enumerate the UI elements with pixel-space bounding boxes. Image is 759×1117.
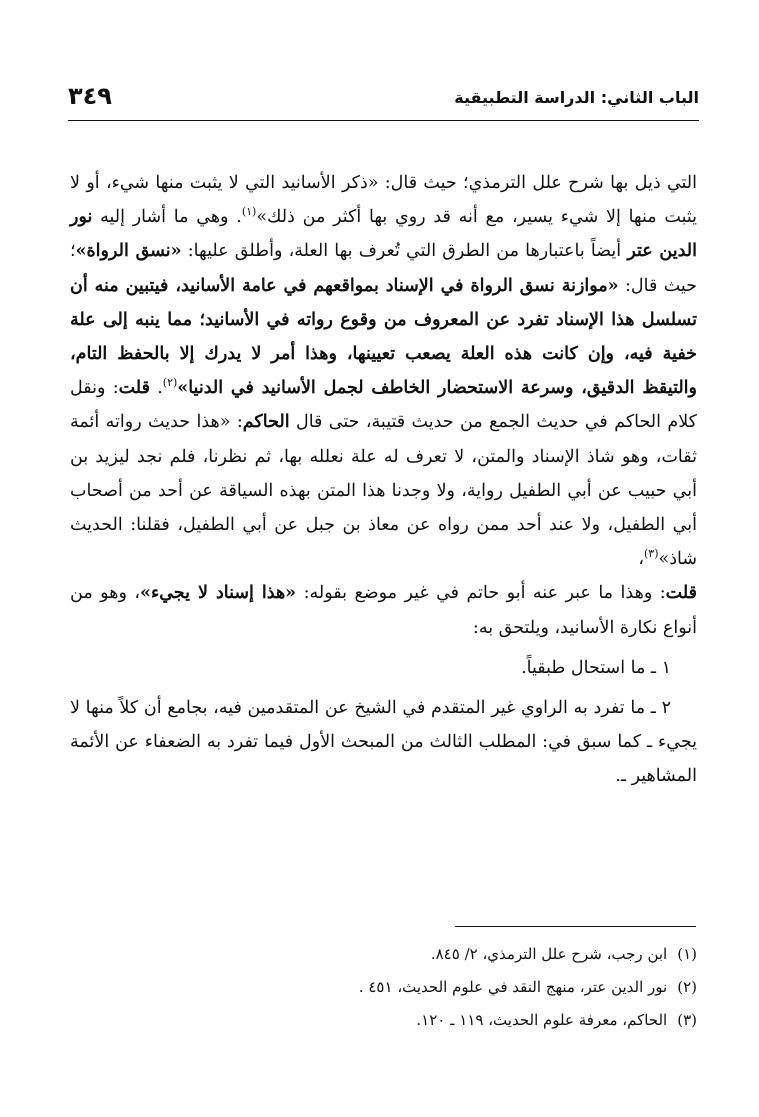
list-item-1: ١ ـ ما استحال طبقياً. (521, 657, 671, 678)
footnote-number: (١) (677, 945, 697, 963)
footnote-number: (٣) (677, 1011, 697, 1029)
text-span: : «هذا حديث رواته أئمة ثقات، وهو شاذ الإسناد والمتن، لا تعرف له علة نعلله بها، ثم نظرنا، فلم نجد ليزيد بن أبي حبيب عن أبي الطفيل رواية، ولا وجدنا هذا المتن بهذه السياقة عن أحد من أصحاب أبي الطفيل، ولا عند أحد ممن رواه عن معاذ بن جبل عن أبي الطفيل، فقلنا: الحديث شاذ» (70, 412, 697, 570)
author-name: نور الدين عتر (70, 207, 697, 262)
running-header (68, 82, 699, 118)
footnote-ref-2[interactable]: (٢) (162, 376, 178, 390)
quotation: «موازنة نسق الرواة في الإسناد بمواقعهم في عامة الأسانيد، فيتبين منه أن تسلسل هذا الإسناد تفرد عن المعروف من وقوع رواته في الأسانيد؛ مما ينبه إلى علة خفية فيه، وإن كانت هذه العلة يصعب تعيينها، وهذا أمر لا يدرك إلا بالحفظ التام، والتيقظ الدقيق، وسرعة الاستحضار الخاطف لجمل الأسانيد في الدنيا» (70, 275, 697, 399)
footnote-number: (٢) (677, 978, 697, 996)
text-span: : وهذا ما عبر عنه أبو حاتم في غير موضع بقوله: (296, 583, 666, 604)
text-span: : ونقل كلام الحاكم في حديث الجمع من حديث قتيبة، حتى قال (70, 378, 697, 433)
qult-label: قلت (665, 583, 697, 604)
footnote-2 (70, 971, 697, 1004)
qult-label: قلت (118, 378, 150, 399)
text-span: ؛ حيث قال: (70, 241, 698, 296)
paragraph-1 (70, 166, 697, 576)
text-span: . (149, 378, 163, 399)
footnote-ref-1[interactable]: (١) (241, 205, 257, 219)
hakim-name: الحاكم (242, 412, 290, 433)
footnote-1 (70, 938, 697, 971)
text-span: ، وهو من أنواع نكارة الأسانيد، ويلتحق به: (70, 583, 697, 638)
footnote-text: نور الدين عتر، منهج النقد في علوم الحديث، ٤٥١ . (358, 978, 668, 996)
list-item-2: ٢ ـ ما تفرد به الراوي غير المتقدم في الشيخ عن المتقدمين فيه، بجامع أن كلاً منها لا يجيء ـ كما سبق في: المطلب الثالث من المبحث الأول فيما تفرد به الضعفاء عن الأئمة المشاهير ـ. (70, 698, 697, 787)
footnote-ref-3[interactable]: (٣) (643, 547, 659, 561)
footnotes (70, 938, 697, 1037)
footnote-text: الحاكم، معرفة علوم الحديث، ١١٩ ـ ١٢٠. (416, 1011, 668, 1029)
term-highlight: «نسق الرواة» (75, 241, 182, 262)
text-span: ، (638, 549, 644, 570)
footnote-text: ابن رجب، شرح علل الترمذي، ٢/ ٨٤٥. (430, 945, 668, 963)
text-span: . وهي ما أشار إليه (92, 207, 242, 228)
text-span: التي ذيل بها شرح علل الترمذي؛ حيث قال: «ذكر الأسانيد التي لا يثبت منها شيء، أو لا يثبت منها إلا شيء يسير، مع أنه قد روي بها أكثر من ذلك» (70, 173, 698, 228)
footnote-divider (455, 926, 696, 927)
paragraph-2 (70, 576, 697, 644)
header-divider (68, 120, 699, 121)
text-span: أيضاً باعتبارها من الطرق التي تُعرف بها العلة، وأطلق عليها: (181, 241, 628, 262)
quotation: «هذا إسناد لا يجيء» (140, 583, 297, 604)
footnote-3 (70, 1004, 697, 1037)
main-text (70, 166, 697, 794)
page-number: ٣٤٩ (68, 82, 112, 110)
chapter-title: الباب الثاني: الدراسة التطبيقية (454, 88, 699, 107)
